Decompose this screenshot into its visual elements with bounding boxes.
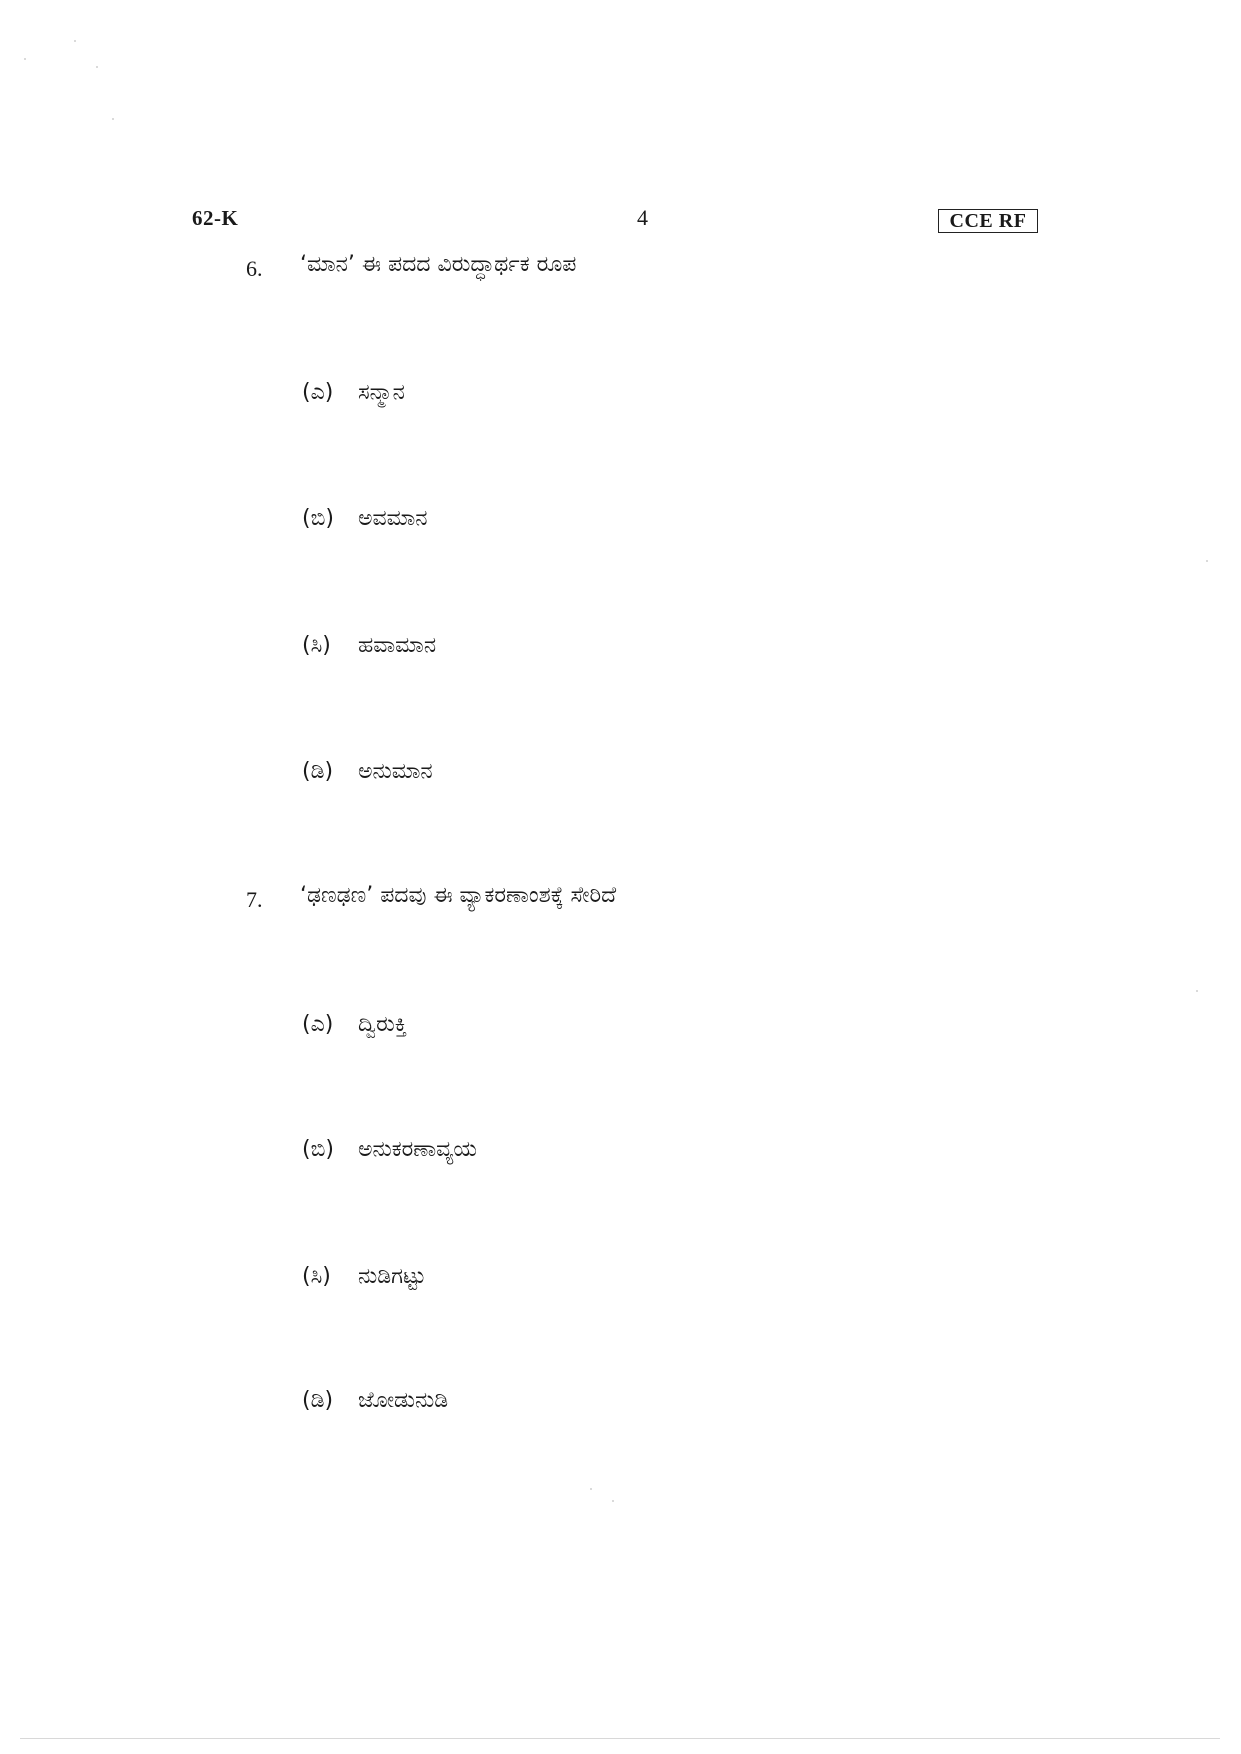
question-text: ‘ಢಣಢಣ’ ಪದವು ಈ ವ್ಯಾಕರಣಾಂಶಕ್ಕೆ ಸೇರಿದೆ — [300, 883, 617, 908]
option-label: (ಸಿ) — [302, 1264, 331, 1289]
option-text: ಸನ್ಮಾನ — [358, 380, 405, 405]
page-number: 4 — [637, 205, 648, 230]
option-b — [302, 1137, 477, 1162]
option-label: (ಸಿ) — [302, 633, 331, 658]
option-text: ಹವಾಮಾನ — [358, 633, 437, 658]
option-text: ಅನುಮಾನ — [358, 759, 433, 784]
scan-speck — [96, 66, 98, 68]
option-label: (ಡಿ) — [302, 1388, 334, 1413]
option-label: (ಎ) — [302, 1012, 334, 1037]
option-c — [302, 633, 436, 658]
question-number: 6. — [246, 256, 263, 281]
option-a — [302, 380, 405, 405]
option-label: (ಡಿ) — [302, 759, 334, 784]
scan-speck — [112, 118, 114, 120]
scan-speck — [74, 40, 76, 42]
option-d — [302, 1388, 448, 1413]
option-text: ಅನುಕರಣಾವ್ಯಯ — [358, 1137, 477, 1162]
option-text: ಅವಮಾನ — [358, 506, 428, 531]
scan-speck — [1206, 560, 1208, 562]
scan-speck — [590, 1488, 592, 1490]
question-text: ‘ಮಾನ’ ಈ ಪದದ ವಿರುದ್ಧಾರ್ಥಕ ರೂಪ — [300, 252, 577, 277]
scan-speck — [1196, 990, 1198, 992]
scan-speck — [612, 1500, 614, 1502]
scan-speck — [24, 58, 26, 60]
series-badge: CCE RF — [938, 209, 1038, 233]
bottom-rule — [20, 1738, 1220, 1739]
option-label: (ಎ) — [302, 380, 334, 405]
option-c — [302, 1264, 426, 1289]
option-d — [302, 759, 433, 784]
question-number: 7. — [246, 887, 263, 912]
option-text: ದ್ವಿರುಕ್ತಿ — [358, 1012, 407, 1037]
paper-code: 62-K — [192, 206, 239, 230]
option-label: (ಬಿ) — [302, 1137, 334, 1162]
option-b — [302, 506, 428, 531]
option-a — [302, 1012, 407, 1037]
option-text: ಜೋಡುನುಡಿ — [358, 1388, 449, 1413]
option-text: ನುಡಿಗಟ್ಟು — [358, 1264, 426, 1289]
option-label: (ಬಿ) — [302, 506, 334, 531]
